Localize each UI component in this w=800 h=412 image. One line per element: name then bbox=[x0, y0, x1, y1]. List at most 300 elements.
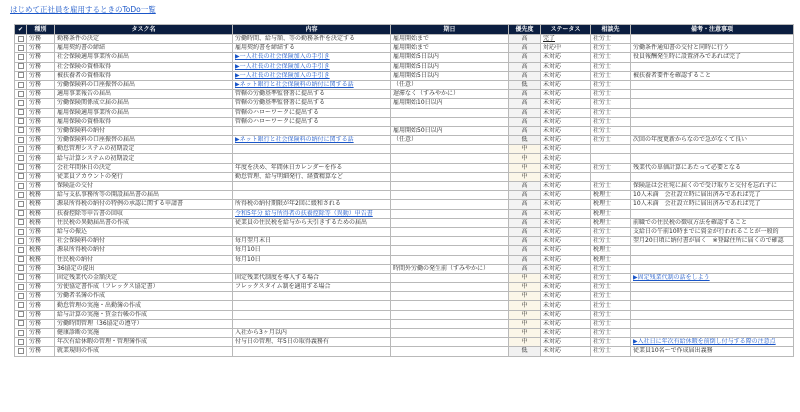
task-header: タスク名 bbox=[55, 25, 233, 35]
status-cell[interactable]: 対応中 bbox=[541, 44, 591, 53]
priority-cell: 中 bbox=[509, 292, 541, 301]
priority-cell: 高 bbox=[509, 53, 541, 62]
status-cell[interactable]: 未対応 bbox=[541, 338, 591, 347]
note-cell bbox=[631, 117, 794, 126]
row-checkbox[interactable] bbox=[18, 45, 24, 51]
note-cell bbox=[631, 283, 794, 292]
category-cell: 税務 bbox=[27, 191, 55, 200]
priority-cell: 高 bbox=[509, 264, 541, 273]
contact-cell: 社労士 bbox=[591, 62, 631, 71]
check-cell[interactable] bbox=[15, 200, 27, 209]
table-row bbox=[15, 62, 794, 71]
row-checkbox[interactable] bbox=[18, 311, 24, 317]
row-checkbox[interactable] bbox=[18, 293, 24, 299]
status-cell[interactable]: 未対応 bbox=[541, 117, 591, 126]
note-cell bbox=[631, 99, 794, 108]
priority-cell: 高 bbox=[509, 90, 541, 99]
row-checkbox[interactable] bbox=[18, 284, 24, 290]
due-cell: 雇用開始5日以内 bbox=[391, 53, 509, 62]
check-cell[interactable] bbox=[15, 44, 27, 53]
status-cell[interactable]: 未対応 bbox=[541, 319, 591, 328]
note-cell bbox=[631, 145, 794, 154]
row-checkbox[interactable] bbox=[18, 238, 24, 244]
table-row bbox=[15, 227, 794, 236]
row-checkbox[interactable] bbox=[18, 54, 24, 60]
row-checkbox[interactable] bbox=[18, 173, 24, 179]
due-cell bbox=[391, 310, 509, 319]
status-cell[interactable]: 未対応 bbox=[541, 218, 591, 227]
check-cell[interactable] bbox=[15, 264, 27, 273]
content-cell bbox=[233, 319, 391, 328]
row-checkbox[interactable] bbox=[18, 146, 24, 152]
status-cell[interactable]: 未対応 bbox=[541, 154, 591, 163]
row-checkbox[interactable] bbox=[18, 164, 24, 170]
priority-cell: 高 bbox=[509, 200, 541, 209]
status-cell[interactable]: 未対応 bbox=[541, 172, 591, 181]
status-cell[interactable]: 未対応 bbox=[541, 329, 591, 338]
table-row bbox=[15, 237, 794, 246]
content-cell: 毎月10日 bbox=[233, 255, 391, 264]
check-cell[interactable] bbox=[15, 347, 27, 356]
check-cell[interactable] bbox=[15, 163, 27, 172]
check-cell[interactable] bbox=[15, 108, 27, 117]
contact-cell: 社労士 bbox=[591, 53, 631, 62]
note-cell: 労働条件通知書の交付と同時に行う bbox=[631, 44, 794, 53]
contact-header: 相談先 bbox=[591, 25, 631, 35]
task-cell: 適用事業報告の届出 bbox=[55, 90, 233, 99]
due-cell bbox=[391, 200, 509, 209]
due-cell bbox=[391, 273, 509, 282]
due-cell bbox=[391, 218, 509, 227]
row-checkbox[interactable] bbox=[18, 82, 24, 88]
table-row bbox=[15, 273, 794, 282]
due-header: 期日 bbox=[391, 25, 509, 35]
status-cell[interactable]: 未対応 bbox=[541, 200, 591, 209]
check-cell[interactable] bbox=[15, 191, 27, 200]
header-row bbox=[15, 25, 794, 35]
category-cell: 税務 bbox=[27, 246, 55, 255]
category-cell: 労務 bbox=[27, 99, 55, 108]
row-checkbox[interactable] bbox=[18, 118, 24, 124]
priority-cell: 高 bbox=[509, 227, 541, 236]
content-link[interactable]: ▶一人社長の社会保険加入の手引き bbox=[235, 71, 330, 79]
category-cell: 労務 bbox=[27, 338, 55, 347]
due-cell bbox=[391, 338, 509, 347]
contact-cell: 社労士 bbox=[591, 163, 631, 172]
content-cell: 入社から3ヶ月以内 bbox=[233, 329, 391, 338]
table-row bbox=[15, 209, 794, 218]
category-cell: 税務 bbox=[27, 200, 55, 209]
content-header: 内容 bbox=[233, 25, 391, 35]
row-checkbox[interactable] bbox=[18, 91, 24, 97]
note-cell: 残業代の単価計算にあたって必要となる bbox=[631, 163, 794, 172]
check-cell[interactable] bbox=[15, 53, 27, 62]
note-cell bbox=[631, 126, 794, 135]
note-cell bbox=[631, 246, 794, 255]
row-checkbox[interactable] bbox=[18, 100, 24, 106]
row-checkbox[interactable] bbox=[18, 330, 24, 336]
task-cell: 社会保険の資格取得 bbox=[55, 62, 233, 71]
table-row bbox=[15, 182, 794, 191]
note-cell: 保険証は会社宛に届くので受け取りと交付を忘れずに bbox=[631, 182, 794, 191]
category-cell: 労務 bbox=[27, 264, 55, 273]
row-checkbox[interactable] bbox=[18, 274, 24, 280]
due-cell: 雇用開始まで bbox=[391, 44, 509, 53]
table-row bbox=[15, 154, 794, 163]
task-cell: 給与支払事務所等の開設届出書の届出 bbox=[55, 191, 233, 200]
contact-cell: 社労士 bbox=[591, 347, 631, 356]
contact-cell: 社労士 bbox=[591, 283, 631, 292]
contact-cell: 社労士 bbox=[591, 108, 631, 117]
due-cell: 雇用開始5日以内 bbox=[391, 71, 509, 80]
row-checkbox[interactable] bbox=[18, 109, 24, 115]
content-cell: 所得税の納付期限が年2回に緩和される bbox=[233, 200, 391, 209]
table-row bbox=[15, 310, 794, 319]
task-cell: 勤務条件の決定 bbox=[55, 35, 233, 44]
check-cell[interactable] bbox=[15, 310, 27, 319]
check-cell[interactable] bbox=[15, 209, 27, 218]
note-link[interactable]: ▶固定残業代制の話をしよう bbox=[633, 273, 710, 281]
check-cell[interactable] bbox=[15, 117, 27, 126]
task-cell: 源泉所得税の納付 bbox=[55, 246, 233, 255]
priority-cell: 中 bbox=[509, 329, 541, 338]
contact-cell: 社労士 bbox=[591, 273, 631, 282]
category-cell: 労務 bbox=[27, 145, 55, 154]
check-cell[interactable] bbox=[15, 301, 27, 310]
status-cell[interactable]: 未対応 bbox=[541, 292, 591, 301]
task-cell: 健康診断の実施 bbox=[55, 329, 233, 338]
priority-cell: 中 bbox=[509, 273, 541, 282]
task-cell: 年次有給休暇の管理・管理簿作成 bbox=[55, 338, 233, 347]
due-cell bbox=[391, 117, 509, 126]
status-cell[interactable]: 完了 bbox=[541, 35, 591, 44]
check-header: ✔ bbox=[15, 25, 27, 35]
content-link[interactable]: ▶一人社長の社会保険加入の手引き bbox=[235, 62, 330, 70]
task-cell: 被扶養者の資格取得 bbox=[55, 71, 233, 80]
task-cell: 給与計算の実施・賃金台帳の作成 bbox=[55, 310, 233, 319]
row-checkbox[interactable] bbox=[18, 256, 24, 262]
due-cell: 遅滞なく（すみやかに） bbox=[391, 90, 509, 99]
note-cell bbox=[631, 172, 794, 181]
status-cell[interactable]: 未対応 bbox=[541, 90, 591, 99]
title-link[interactable]: はじめて正社員を雇用するときのToDo一覧 bbox=[10, 5, 156, 14]
status-cell[interactable]: 未対応 bbox=[541, 99, 591, 108]
status-cell[interactable]: 未対応 bbox=[541, 283, 591, 292]
check-cell[interactable] bbox=[15, 126, 27, 135]
content-cell bbox=[233, 53, 391, 62]
priority-cell: 低 bbox=[509, 136, 541, 145]
contact-cell: 社労士 bbox=[591, 117, 631, 126]
due-cell bbox=[391, 108, 509, 117]
task-cell: 労働時間管理（36協定の遵守） bbox=[55, 319, 233, 328]
note-link[interactable]: ▶入社日に年次有給休暇を前倒し付与する際の注意点 bbox=[633, 338, 776, 346]
status-cell[interactable]: 未対応 bbox=[541, 255, 591, 264]
check-cell[interactable] bbox=[15, 283, 27, 292]
table-row bbox=[15, 117, 794, 126]
content-cell bbox=[233, 310, 391, 319]
category-cell: 労務 bbox=[27, 172, 55, 181]
status-cell[interactable]: 未対応 bbox=[541, 126, 591, 135]
contact-cell: 社労士 bbox=[591, 99, 631, 108]
check-cell[interactable] bbox=[15, 246, 27, 255]
contact-cell bbox=[591, 154, 631, 163]
status-cell[interactable]: 未対応 bbox=[541, 53, 591, 62]
row-checkbox[interactable] bbox=[18, 219, 24, 225]
due-cell: 雇用開始10日以内 bbox=[391, 99, 509, 108]
row-checkbox[interactable] bbox=[18, 36, 24, 42]
task-cell: 雇用保険適用事業所の届出 bbox=[55, 108, 233, 117]
check-cell[interactable] bbox=[15, 319, 27, 328]
task-cell: 労使協定書作成（フレックス協定書） bbox=[55, 283, 233, 292]
note-cell: 10人未満 会社設立時に届出済みであれば完了 bbox=[631, 200, 794, 209]
note-cell: 従業員10名〜で作成届出義務 bbox=[631, 347, 794, 356]
content-cell: 労働時間、給与額、等の勤務条件を決定する bbox=[233, 35, 391, 44]
contact-cell bbox=[591, 145, 631, 154]
table-row bbox=[15, 200, 794, 209]
row-checkbox[interactable] bbox=[18, 127, 24, 133]
contact-cell: 税理士 bbox=[591, 209, 631, 218]
contact-cell: 社労士 bbox=[591, 35, 631, 44]
task-cell: 源泉所得税の納付の特例の承認に関する申請書 bbox=[55, 200, 233, 209]
todo-table bbox=[14, 24, 794, 357]
task-cell: 勤怠管理システムの初期設定 bbox=[55, 145, 233, 154]
row-checkbox[interactable] bbox=[18, 155, 24, 161]
due-cell bbox=[391, 237, 509, 246]
category-cell: 労務 bbox=[27, 71, 55, 80]
contact-cell: 社労士 bbox=[591, 319, 631, 328]
contact-cell: 社労士 bbox=[591, 227, 631, 236]
row-checkbox[interactable] bbox=[18, 302, 24, 308]
table-row bbox=[15, 264, 794, 273]
row-checkbox[interactable] bbox=[18, 320, 24, 326]
category-cell: 労務 bbox=[27, 163, 55, 172]
status-cell[interactable]: 未対応 bbox=[541, 227, 591, 236]
status-cell[interactable]: 未対応 bbox=[541, 71, 591, 80]
due-cell bbox=[391, 283, 509, 292]
note-cell: 支給日の午前10時までに資金が行われることが一般的 bbox=[631, 227, 794, 236]
row-checkbox[interactable] bbox=[18, 63, 24, 69]
content-link[interactable]: ▶ネット銀行と社会保険料の納付に関する話 bbox=[235, 136, 354, 144]
due-cell: （任意） bbox=[391, 136, 509, 145]
content-cell bbox=[233, 209, 391, 218]
row-checkbox[interactable] bbox=[18, 201, 24, 207]
content-cell: 勤怠管理、給与明細発行、経費精算など bbox=[233, 172, 391, 181]
check-cell[interactable] bbox=[15, 172, 27, 181]
priority-cell: 低 bbox=[509, 80, 541, 89]
due-cell bbox=[391, 209, 509, 218]
check-cell[interactable] bbox=[15, 329, 27, 338]
due-cell bbox=[391, 329, 509, 338]
table-row bbox=[15, 255, 794, 264]
content-cell bbox=[233, 182, 391, 191]
task-cell: 従業員アカウントの発行 bbox=[55, 172, 233, 181]
check-cell[interactable] bbox=[15, 237, 27, 246]
row-checkbox[interactable] bbox=[18, 72, 24, 78]
priority-header: 優先度 bbox=[509, 25, 541, 35]
priority-cell: 高 bbox=[509, 35, 541, 44]
content-link[interactable]: ▶ネット銀行と社会保険料の納付に関する話 bbox=[235, 81, 354, 89]
check-cell[interactable] bbox=[15, 145, 27, 154]
check-cell[interactable] bbox=[15, 35, 27, 44]
status-cell[interactable]: 未対応 bbox=[541, 136, 591, 145]
status-cell[interactable]: 未対応 bbox=[541, 301, 591, 310]
task-cell: 社会保険適用事業所の届出 bbox=[55, 53, 233, 62]
contact-cell: 社労士 bbox=[591, 329, 631, 338]
check-cell[interactable] bbox=[15, 62, 27, 71]
table-row bbox=[15, 283, 794, 292]
category-cell: 労務 bbox=[27, 108, 55, 117]
content-link[interactable]: ▶一人社長の社会保険加入の手引き bbox=[235, 53, 330, 61]
content-cell: 管轄の労働基準監督署に提出する bbox=[233, 90, 391, 99]
row-checkbox[interactable] bbox=[18, 229, 24, 235]
status-header: ステータス bbox=[541, 25, 591, 35]
priority-cell: 高 bbox=[509, 117, 541, 126]
table-row bbox=[15, 172, 794, 181]
status-cell[interactable]: 未対応 bbox=[541, 273, 591, 282]
check-cell[interactable] bbox=[15, 99, 27, 108]
task-cell: 扶養控除等申告書の回収 bbox=[55, 209, 233, 218]
content-cell bbox=[233, 292, 391, 301]
check-cell[interactable] bbox=[15, 273, 27, 282]
due-cell bbox=[391, 292, 509, 301]
priority-cell: 高 bbox=[509, 191, 541, 200]
table-row bbox=[15, 246, 794, 255]
content-cell bbox=[233, 71, 391, 80]
content-cell: 付与日の管理、年5日の取得義務有 bbox=[233, 338, 391, 347]
note-cell bbox=[631, 329, 794, 338]
category-cell: 労務 bbox=[27, 44, 55, 53]
row-checkbox[interactable] bbox=[18, 183, 24, 189]
category-cell: 労務 bbox=[27, 35, 55, 44]
status-cell[interactable]: 未対応 bbox=[541, 182, 591, 191]
check-cell[interactable] bbox=[15, 154, 27, 163]
check-cell[interactable] bbox=[15, 136, 27, 145]
content-link[interactable]: 令和5年分 給与所得者の扶養控除等（異動）申告書 bbox=[235, 209, 373, 217]
task-cell: 雇用契約書の締結 bbox=[55, 44, 233, 53]
contact-cell: 社労士 bbox=[591, 264, 631, 273]
priority-cell: 高 bbox=[509, 62, 541, 71]
check-cell[interactable] bbox=[15, 218, 27, 227]
table-row bbox=[15, 126, 794, 135]
note-cell: 前職での住民税の徴収方法を確認すること bbox=[631, 218, 794, 227]
table-row bbox=[15, 71, 794, 80]
due-cell bbox=[391, 255, 509, 264]
check-cell[interactable] bbox=[15, 71, 27, 80]
check-cell[interactable] bbox=[15, 338, 27, 347]
row-checkbox[interactable] bbox=[18, 192, 24, 198]
task-cell: 住民税の異動届出書の作成 bbox=[55, 218, 233, 227]
check-cell[interactable] bbox=[15, 182, 27, 191]
contact-cell: 社労士 bbox=[591, 292, 631, 301]
status-cell[interactable]: 未対応 bbox=[541, 163, 591, 172]
content-cell bbox=[233, 191, 391, 200]
status-cell[interactable]: 未対応 bbox=[541, 108, 591, 117]
note-cell bbox=[631, 62, 794, 71]
contact-cell: 社労士 bbox=[591, 338, 631, 347]
contact-cell: 社労士 bbox=[591, 44, 631, 53]
table-row bbox=[15, 53, 794, 62]
check-cell[interactable] bbox=[15, 227, 27, 236]
category-cell: 労務 bbox=[27, 126, 55, 135]
status-cell[interactable]: 未対応 bbox=[541, 246, 591, 255]
priority-cell: 高 bbox=[509, 44, 541, 53]
priority-cell: 中 bbox=[509, 310, 541, 319]
priority-cell: 中 bbox=[509, 319, 541, 328]
status-cell[interactable]: 未対応 bbox=[541, 62, 591, 71]
due-cell bbox=[391, 163, 509, 172]
table-row bbox=[15, 191, 794, 200]
row-checkbox[interactable] bbox=[18, 265, 24, 271]
priority-cell: 高 bbox=[509, 99, 541, 108]
category-cell: 労務 bbox=[27, 136, 55, 145]
status-cell[interactable]: 未対応 bbox=[541, 145, 591, 154]
content-cell bbox=[233, 301, 391, 310]
contact-cell: 税理士 bbox=[591, 218, 631, 227]
category-header: 種別 bbox=[27, 25, 55, 35]
category-cell: 労務 bbox=[27, 329, 55, 338]
task-cell: 労働保険料の納付 bbox=[55, 126, 233, 135]
note-cell bbox=[631, 154, 794, 163]
table-row bbox=[15, 136, 794, 145]
row-checkbox[interactable] bbox=[18, 137, 24, 143]
check-cell[interactable] bbox=[15, 80, 27, 89]
row-checkbox[interactable] bbox=[18, 339, 24, 345]
row-checkbox[interactable] bbox=[18, 348, 24, 354]
check-cell[interactable] bbox=[15, 90, 27, 99]
table-row bbox=[15, 319, 794, 328]
content-cell bbox=[233, 126, 391, 135]
status-cell[interactable]: 未対応 bbox=[541, 191, 591, 200]
task-cell: 労働保険料の口座振替の届出 bbox=[55, 80, 233, 89]
content-cell bbox=[233, 227, 391, 236]
table-row bbox=[15, 218, 794, 227]
row-checkbox[interactable] bbox=[18, 210, 24, 216]
due-cell bbox=[391, 347, 509, 356]
task-cell: 社会保険料の納付 bbox=[55, 237, 233, 246]
due-cell bbox=[391, 191, 509, 200]
status-cell[interactable]: 未対応 bbox=[541, 347, 591, 356]
content-cell: 雇用契約書を締結する bbox=[233, 44, 391, 53]
category-cell: 労務 bbox=[27, 154, 55, 163]
task-cell: 勤怠管理の実施・出勤簿の作成 bbox=[55, 301, 233, 310]
check-cell[interactable] bbox=[15, 292, 27, 301]
contact-cell: 社労士 bbox=[591, 310, 631, 319]
note-cell bbox=[631, 264, 794, 273]
content-cell bbox=[233, 154, 391, 163]
content-cell: 管轄の労働基準監督署に提出する bbox=[233, 99, 391, 108]
status-cell[interactable]: 未対応 bbox=[541, 80, 591, 89]
priority-cell: 中 bbox=[509, 145, 541, 154]
status-cell[interactable]: 未対応 bbox=[541, 237, 591, 246]
status-cell[interactable]: 未対応 bbox=[541, 264, 591, 273]
note-cell bbox=[631, 209, 794, 218]
status-cell[interactable]: 未対応 bbox=[541, 310, 591, 319]
category-cell: 労務 bbox=[27, 90, 55, 99]
check-cell[interactable] bbox=[15, 255, 27, 264]
table-row bbox=[15, 329, 794, 338]
task-cell: 雇用保険の資格取得 bbox=[55, 117, 233, 126]
priority-cell: 中 bbox=[509, 283, 541, 292]
content-cell: 従業員の住民税を給与から天引きするための届出 bbox=[233, 218, 391, 227]
status-cell[interactable]: 未対応 bbox=[541, 209, 591, 218]
due-cell bbox=[391, 182, 509, 191]
priority-cell: 高 bbox=[509, 182, 541, 191]
contact-cell: 税理士 bbox=[591, 246, 631, 255]
note-cell bbox=[631, 310, 794, 319]
due-cell bbox=[391, 145, 509, 154]
row-checkbox[interactable] bbox=[18, 247, 24, 253]
due-cell bbox=[391, 301, 509, 310]
